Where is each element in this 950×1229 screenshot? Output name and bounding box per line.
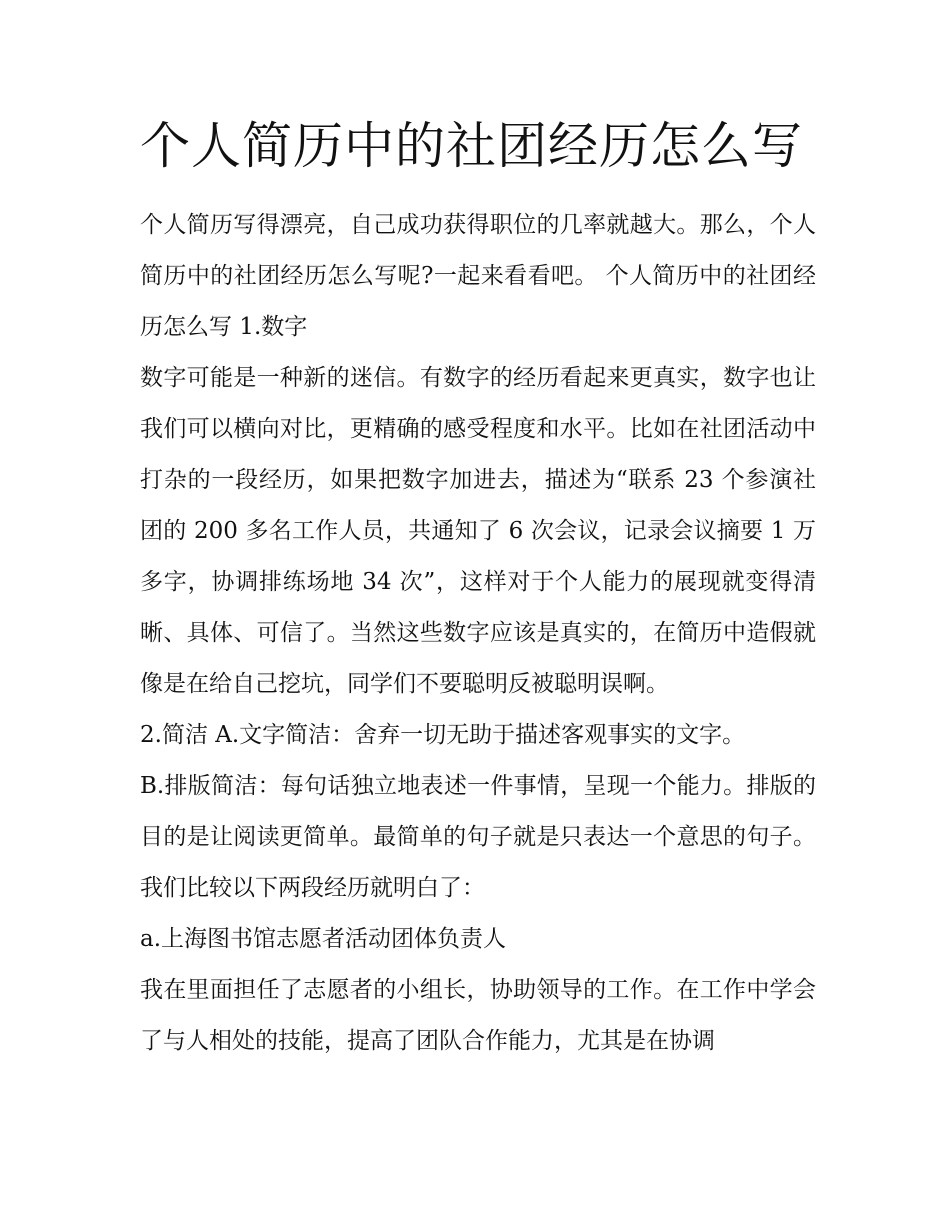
paragraph-example-heading: a.上海图书馆志愿者活动团体负责人 [140, 926, 507, 952]
paragraph-intro: 个人简历写得漂亮，自己成功获得职位的几率就越大。那么，个人简历中的社团经历怎么写呢?一起来看看吧。 个人简历中的社团经历怎么写 1.数字 [140, 212, 816, 340]
paragraph-concise-text: 2.简洁 A.文字简洁：舍弃一切无助于描述客观事实的文字。 [140, 722, 746, 748]
paragraph-concise-layout: B.排版简洁：每句话独立地表述一件事情，呈现一个能力。排版的目的是让阅读更简单。最简单的句子就是只表达一个意思的句子。我们比较以下两段经历就明白了： [140, 773, 816, 901]
document-page [140, 112, 816, 1067]
paragraph-example-body: 我在里面担任了志愿者的小组长，协助领导的工作。在工作中学会了与人相处的技能，提高了团队合作能力，尤其是在协调 [140, 977, 816, 1054]
paragraph-numbers: 数字可能是一种新的迷信。有数字的经历看起来更真实，数字也让我们可以横向对比，更精确的感受程度和水平。比如在社团活动中打杂的一段经历，如果把数字加进去，描述为“联系 23 个参演社团的 200 多名工作人员，共通知了 6 次会议，记录会议摘要 1 万多字，协调排练场地 34 次”，这样对于个人能力的展现就变得清晰、具体、可信了。当然这些数字应该是真实的，在简历中造假就像是在给自己挖坑，同学们不要聪明反被聪明误啊。 [140, 365, 816, 697]
document-title: 个人简历中的社团经历怎么写 [140, 117, 803, 175]
